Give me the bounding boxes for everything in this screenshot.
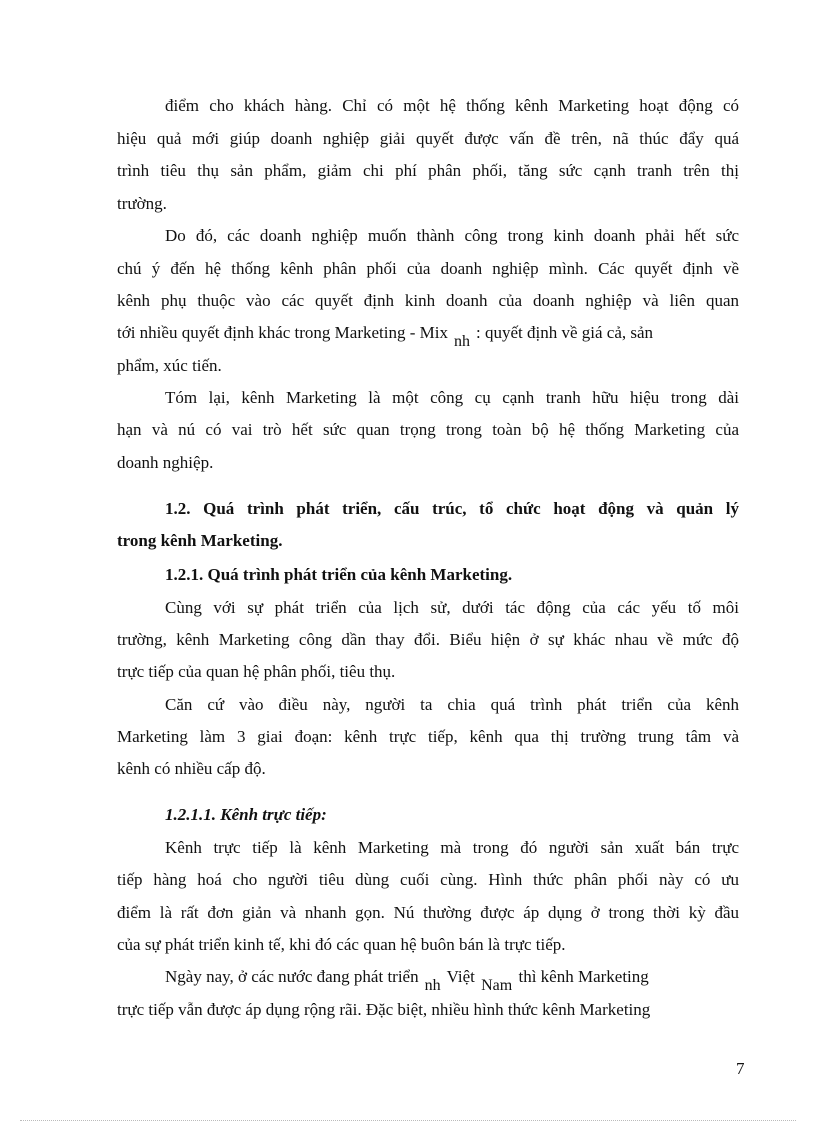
text-line: trình tiêu thụ sản phẩm, giảm chi phí phân phối, tăng sức cạnh tranh trên thị — [117, 161, 739, 180]
text-line: doanh nghiệp. — [117, 453, 214, 472]
text-fragment: Việt — [446, 967, 475, 986]
text-line: Kênh trực tiếp là kênh Marketing mà trong đó người sản xuất bán trực — [165, 838, 739, 857]
text-fragment: Ngày nay, ở các nước đang phát triển — [165, 967, 419, 986]
subsubsection-heading: 1.2.1.1. Kênh trực tiếp: — [165, 805, 327, 824]
page-number: 7 — [736, 1059, 745, 1078]
text-line: trường. — [117, 194, 167, 213]
section-heading: 1.2. Quá trình phát triển, cấu trúc, tổ chức hoạt động và quản lý — [165, 499, 739, 518]
text-line: trực tiếp vẫn được áp dụng rộng rãi. Đặc biệt, nhiều hình thức kênh Marketing — [117, 1000, 651, 1019]
subsection-heading: 1.2.1. Quá trình phát triển của kênh Marketing. — [165, 565, 513, 584]
text-line: kênh có nhiều cấp độ. — [117, 759, 266, 778]
text-line: trực tiếp của quan hệ phân phối, tiêu thụ. — [117, 662, 396, 681]
subscript-fragment: Nam — [481, 977, 513, 994]
subscript-fragment: nh — [424, 977, 441, 994]
text-line: Tóm lại, kênh Marketing là một công cụ cạnh tranh hữu hiệu trong dài — [165, 388, 739, 407]
text-line: của sự phát triển kinh tế, khi đó các quan hệ buôn bán là trực tiếp. — [117, 935, 566, 954]
text-line-mixed — [117, 322, 739, 350]
text-line: hiệu quả mới giúp doanh nghiệp giải quyết được vấn đề trên, nã thúc đẩy quá — [117, 129, 739, 148]
text-line: kênh phụ thuộc vào các quyết định kinh doanh của doanh nghiệp và liên quan — [117, 291, 739, 310]
text-fragment: : quyết định về giá cả, sản — [476, 323, 654, 342]
text-line: chú ý đến hệ thống kênh phân phối của doanh nghiệp mình. Các quyết định về — [117, 259, 739, 278]
text-line: điểm cho khách hàng. Chỉ có một hệ thống kênh Marketing hoạt động có — [165, 96, 739, 115]
text-line: hạn và nú có vai trò hết sức quan trọng trong toàn bộ hệ thống Marketing của — [117, 420, 739, 439]
text-line: Marketing làm 3 giai đoạn: kênh trực tiếp, kênh qua thị trường trung tâm và — [117, 727, 739, 746]
section-heading-cont: trong kênh Marketing. — [117, 531, 283, 550]
text-fragment: thì kênh Marketing — [518, 967, 649, 986]
text-line: tiếp hàng hoá cho người tiêu dùng cuối cùng. Hình thức phân phối này có ưu — [117, 870, 739, 889]
text-line: Cùng với sự phát triển của lịch sử, dưới tác động của các yếu tố môi — [165, 598, 739, 617]
text-fragment: tới nhiều quyết định khác trong Marketing - Mix — [117, 323, 448, 342]
page-border-divider — [20, 1120, 796, 1121]
text-line: phẩm, xúc tiến. — [117, 356, 222, 375]
subscript-fragment: nh — [454, 333, 470, 350]
text-line: trường, kênh Marketing công dần thay đổi. Biểu hiện ở sự khác nhau về mức độ — [117, 630, 739, 649]
text-line-mixed — [165, 966, 739, 994]
text-line: điểm là rất đơn giản và nhanh gọn. Nú thường được áp dụng ở trong thời kỳ đầu — [117, 903, 739, 922]
text-line: Do đó, các doanh nghiệp muốn thành công trong kinh doanh phải hết sức — [165, 226, 739, 245]
text-line: Căn cứ vào điều này, người ta chia quá trình phát triển của kênh — [165, 695, 739, 714]
